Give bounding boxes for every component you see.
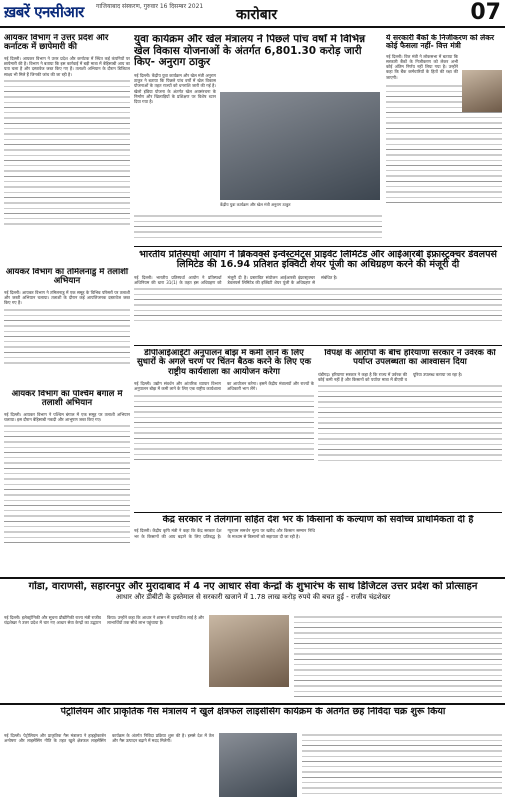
story-body: नई दिल्ली। वित्त मंत्री ने लोकसभा में बताया कि सरकारी बैंकों के निजीकरण को लेकर अभी कोई अंतिम निर्णय नहीं लिया गया है। उन्होंने कहा कि बैंक कर्मचारियों के हितों की रक्षा की जाएगी।: [386, 53, 458, 80]
story-photo: [220, 92, 380, 200]
story-bank-privatisation: [386, 34, 502, 244]
story-headline: विपक्ष के आरोपों के बीच हरियाणा सरकार ने उर्वरक की पर्याप्त उपलब्धता का आश्वासन दिया: [324, 349, 496, 368]
story-body-filler: [318, 384, 502, 464]
story-body-filler: [134, 394, 314, 464]
story-headline: आयकर विभाग ने उत्तर प्रदेश और कर्नाटक में छापेमारी की: [4, 34, 109, 53]
story-haryana-fertiliser: [318, 349, 502, 509]
story-income-tax-west-bengal: [4, 390, 130, 572]
story-petroleum-licensing: [4, 707, 502, 799]
story-headline: आयकर विभाग का पश्चिम बंगाल में तलाशी अभियान: [11, 390, 123, 409]
story-income-tax-tamilnadu: [4, 268, 130, 384]
story-headline: पेट्रोलियम और प्राकृतिक गैस मंत्रालय ने खुले क्षेत्रफल लाइसेंसिंग कार्यक्रम के अंतर्गत छह निविदा चक्र शुरू किया: [60, 707, 446, 717]
story-body-filler: [4, 308, 130, 368]
divider: [0, 703, 505, 705]
story-body: नई दिल्ली। इलेक्ट्रॉनिकी और सूचना प्रौद्योगिकी राज्य मंत्री राजीव चंद्रशेखर ने उत्तर प्रदेश में चार नए आधार सेवा केन्द्रों का उद्घाटन किया। उन्होंने कहा कि आधार ने शासन में पारदर्शिता लाई है और लाभार्थियों तक सीधे लाभ पहुंचाया है।: [4, 615, 204, 626]
story-body-filler: [134, 287, 502, 325]
story-body: नई दिल्ली। आयकर विभाग ने पश्चिम बंगाल में एक समूह पर तलाशी अभियान चलाया। इस दौरान बेहिसाबी नकदी और आभूषण जब्त किए गए।: [4, 411, 130, 422]
story-body-filler: [4, 424, 130, 544]
story-body-filler: [4, 79, 130, 229]
minister-photo: [219, 733, 297, 797]
story-cci-approval: [134, 250, 502, 342]
divider: [0, 577, 505, 579]
finance-minister-photo: [462, 70, 502, 112]
story-subhead: आधार और डीबीटी के इस्तेमाल से सरकारी खजाने में 1.78 लाख करोड़ रुपये की बचत हुई - राजीव चंद्रशेखर: [115, 593, 391, 601]
story-body-filler: [294, 615, 502, 699]
story-aadhaar-kendras: [4, 581, 502, 701]
minister-photo: [220, 92, 380, 200]
story-headline: डीपीआईआईटी अनुपालन बोझ में कमी लाने के लिए सुधारों के अगले चरण पर चिंतन बैठक करने के लिए एक राष्ट्रीय कार्यशाला का आयोजन करेगा: [137, 349, 311, 377]
story-body: नई दिल्ली। आयकर विभाग ने उत्तर प्रदेश और कर्नाटक में स्थित कई कंपनियों पर छापेमारी की है। विभाग ने बताया कि इस कार्रवाई में बड़ी मात्रा में बेहिसाबी आय का पता चला है और दस्तावेज जब्त किए गए हैं। तलाशी अभियान के दौरान डिजिटल साक्ष्य भी मिले हैं जिनकी जांच की जा रही है।: [4, 55, 130, 77]
dateline: गाजियाबाद संस्करण, गुरुवार 16 दिसम्बर 2021: [96, 3, 204, 10]
story-headline: युवा कार्यक्रम और खेल मंत्रालय ने पिछले पांच वर्षों में विभिन्न खेल विकास योजनाओं के अंतर्गत 6,801.30 करोड़ जारी किए- अनुराग ठाकुर: [134, 34, 366, 69]
story-headline: ये सरकारी बैंकों के निजीकरण को लेकर कोई फैसला नहीं- वित्त मंत्री: [386, 34, 495, 51]
story-body: नई दिल्ली। आयकर विभाग ने तमिलनाडु में एक समूह के विभिन्न परिसरों पर तलाशी और जब्ती अभियान चलाया। तलाशी के दौरान कई आपत्तिजनक दस्तावेज जब्त किए गए हैं।: [4, 289, 130, 306]
story-headline: भारतीय प्रतिस्पर्धा आयोग ने ब्रिकवर्क्स इन्वेस्टमेंट्स प्राइवेट लिमिटेड और आईआरबी इंफ्रास्ट्रक्चर डेवलपर्स लिमिटेड की 16.94 प्रतिशत इक्विटी शेयर पूंजी का अधिग्रहण करने की मंजूरी दी: [139, 250, 497, 271]
story-headline: आयकर विभाग का तमिलनाडु में तलाशी अभियान: [5, 268, 129, 287]
divider: [134, 512, 502, 513]
story-body: चंडीगढ़। हरियाणा सरकार ने कहा है कि राज्य में उर्वरक की कोई कमी नहीं है और किसानों को पर्याप्त मात्रा में डीएपी व यूरिया उपलब्ध कराया जा रहा है।: [318, 371, 463, 382]
story-body: नई दिल्ली। पेट्रोलियम और प्राकृतिक गैस मंत्रालय ने हाइड्रोकार्बन अन्वेषण और लाइसेंसिंग नीति के तहत खुले क्षेत्रफल लाइसेंसिंग कार्यक्रम के अंतर्गत निविदा प्रक्रिया शुरू की है। इससे देश में तेल और गैस उत्पादन बढ़ाने में मदद मिलेगी।: [4, 733, 214, 744]
story-telangana-farmers: [134, 515, 502, 575]
story-income-tax-up-karnataka: [4, 34, 130, 266]
page-number: 07: [470, 0, 501, 25]
story-body: नई दिल्ली। उद्योग संवर्धन और आंतरिक व्यापार विभाग अनुपालन बोझ में कमी लाने के लिए एक राष्ट्रीय कार्यशाला का आयोजन करेगा। इसमें केंद्रीय मंत्रालयों और राज्यों के अधिकारी भाग लेंगे।: [134, 381, 314, 392]
story-body: नई दिल्ली। केंद्रीय कृषि मंत्री ने कहा कि केंद्र सरकार देश भर के किसानों की आय बढ़ाने के लिए प्रतिबद्ध है। न्यूनतम समर्थन मूल्य पर खरीद और किसान सम्मान निधि के माध्यम से किसानों को सहायता दी जा रही है।: [134, 528, 315, 539]
photo-caption: केंद्रीय युवा कार्यक्रम और खेल मंत्री अनुराग ठाकुर: [220, 202, 291, 207]
divider: [134, 246, 502, 247]
story-body-filler: [302, 733, 502, 797]
newspaper-logo: ख़बरें एनसीआर: [4, 3, 84, 21]
story-body: नई दिल्ली। भारतीय प्रतिस्पर्धा आयोग ने प्रतिस्पर्धा अधिनियम की धारा 31(1) के तहत इस अधिग्रहण को मंजूरी दी है। प्रस्तावित संयोजन आईआरबी इंफ्रास्ट्रक्चर डेवलपर्स लिमिटेड की इक्विटी शेयर पूंजी के अधिग्रहण से संबंधित है।: [134, 274, 338, 286]
story-body: नई दिल्ली। केंद्रीय युवा कार्यक्रम और खेल मंत्री अनुराग ठाकुर ने बताया कि पिछले पांच वर्षों में खेल विकास योजनाओं के तहत राज्यों को धनराशि जारी की गई है। खेलो इंडिया योजना के अंतर्गत खेल अवसंरचना के निर्माण और खिलाड़ियों के प्रशिक्षण पर विशेष ध्यान दिया गया है।: [134, 72, 216, 105]
story-headline: केंद्र सरकार ने तेलंगाना सहित देश भर के किसानों के कल्याण को सर्वोच्च प्राथमिकता दी है: [162, 515, 474, 525]
story-body-filler: [134, 214, 382, 242]
story-dpiit-workshop: [134, 349, 314, 509]
story-sports-ministry: [134, 34, 382, 244]
divider: [134, 345, 502, 346]
minister-photo: [209, 615, 289, 687]
section-title: कारोबार: [236, 7, 278, 23]
masthead: [0, 0, 505, 28]
story-headline: गोंडा, वाराणसी, सहारनपुर और मुरादाबाद में 4 नए आधार सेवा केन्द्रों के शुभारंभ के साथ डिजिटल उत्तर प्रदेश को प्रोत्साहन: [28, 581, 478, 592]
